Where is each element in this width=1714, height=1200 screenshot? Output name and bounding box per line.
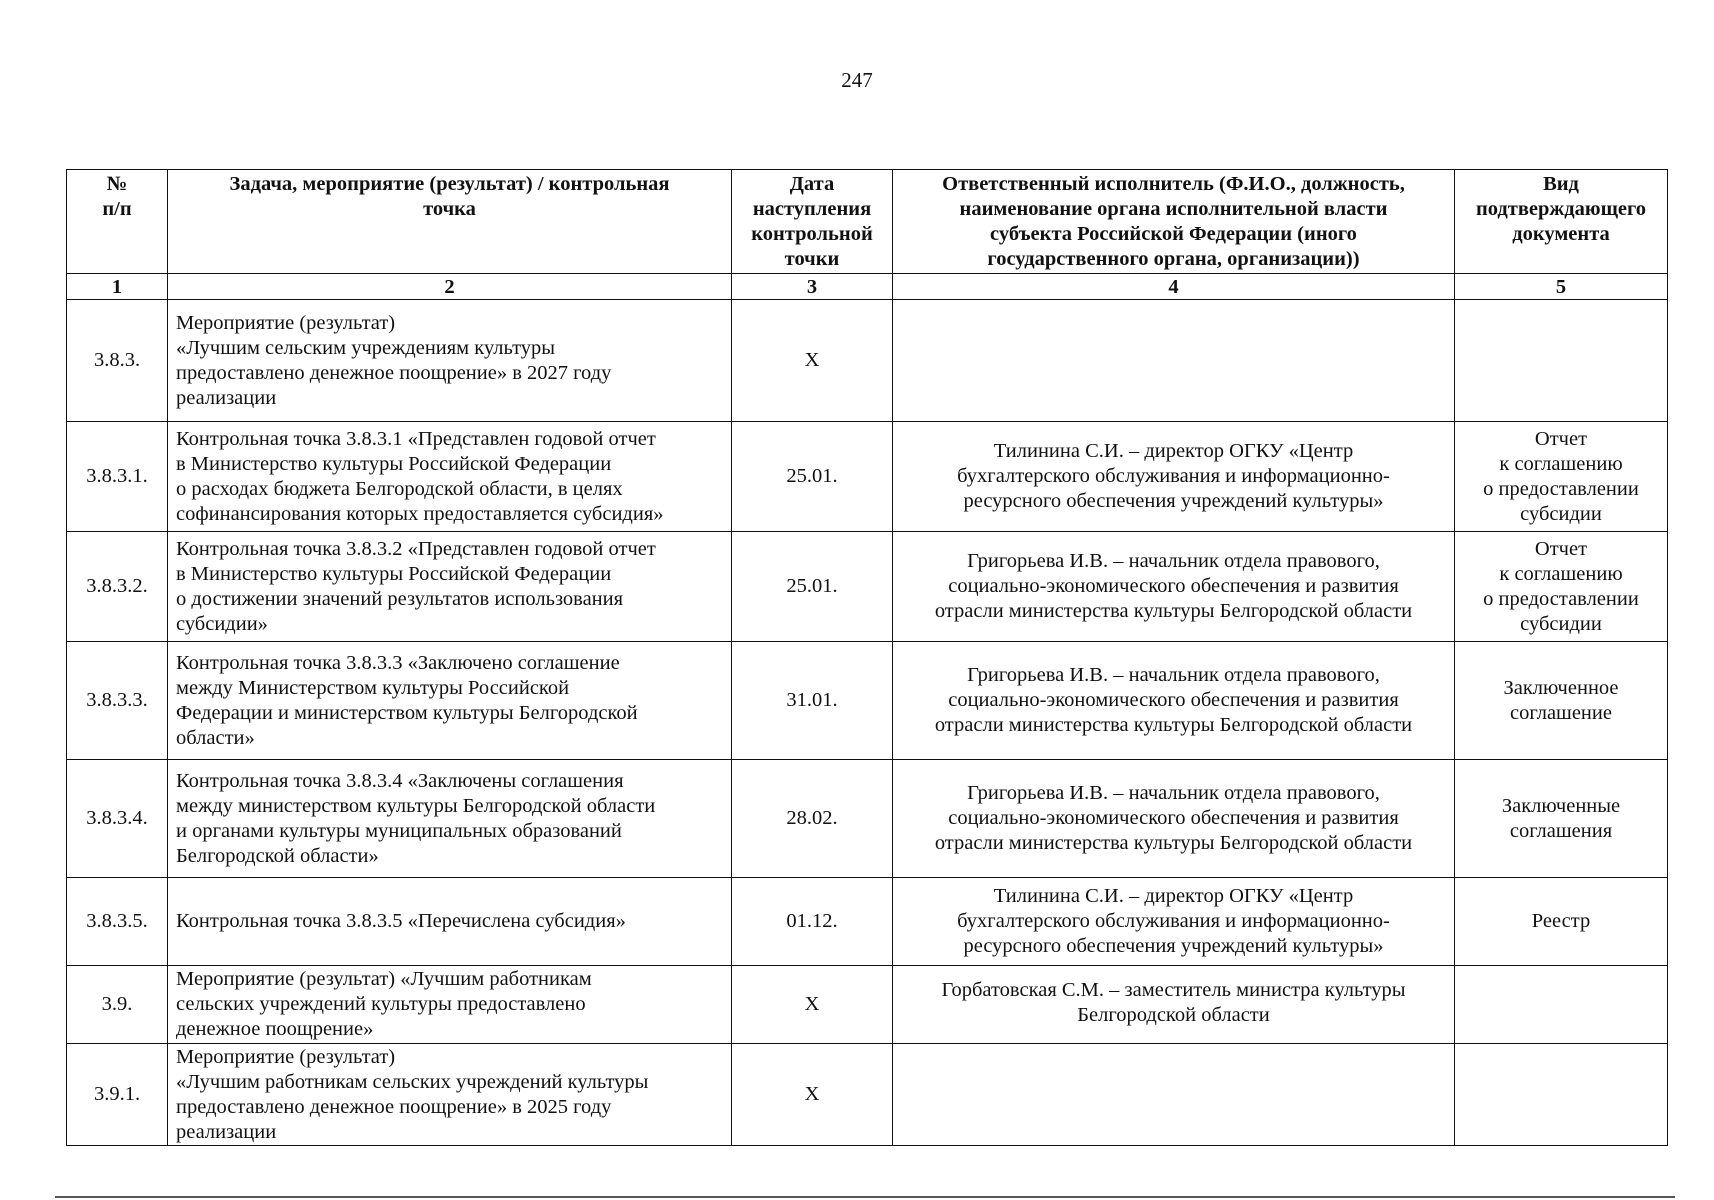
row-number: 3.8.3. (67, 300, 168, 422)
row-date: 01.12. (732, 878, 893, 966)
header-date: Дата наступления контрольной точки (732, 170, 893, 274)
table-row (67, 966, 1668, 1044)
column-number: 5 (1455, 274, 1668, 300)
row-task: Контрольная точка 3.8.3.3 «Заключено соглашение между Министерством культуры Российской Федерации и министерством культуры Белгородской области» (168, 642, 732, 760)
table-row (67, 878, 1668, 966)
row-responsible: Григорьева И.В. – начальник отдела правового, социально-экономического обеспечения и развития отрасли министерства культуры Белгородской области (893, 642, 1455, 760)
column-number: 3 (732, 274, 893, 300)
row-number: 3.8.3.2. (67, 532, 168, 642)
row-task: Мероприятие (результат) «Лучшим работникам сельских учреждений культуры предоставлено денежное поощрение» (168, 966, 732, 1044)
row-number: 3.8.3.5. (67, 878, 168, 966)
row-responsible: Григорьева И.В. – начальник отдела правового, социально-экономического обеспечения и развития отрасли министерства культуры Белгородской области (893, 532, 1455, 642)
table-row (67, 300, 1668, 422)
column-number-row (67, 274, 1668, 300)
row-responsible (893, 300, 1455, 422)
row-document (1455, 966, 1668, 1044)
table-row (67, 760, 1668, 878)
row-document: Реестр (1455, 878, 1668, 966)
row-date: X (732, 300, 893, 422)
row-date: 25.01. (732, 422, 893, 532)
row-task: Контрольная точка 3.8.3.5 «Перечислена субсидия» (168, 878, 732, 966)
row-date: 31.01. (732, 642, 893, 760)
column-number: 4 (893, 274, 1455, 300)
row-document: Отчет к соглашению о предоставлении субсидии (1455, 532, 1668, 642)
row-number: 3.8.3.1. (67, 422, 168, 532)
row-document: Отчет к соглашению о предоставлении субсидии (1455, 422, 1668, 532)
header-responsible: Ответственный исполнитель (Ф.И.О., должность, наименование органа исполнительной власти субъекта Российской Федерации (иного государственного органа, организации)) (893, 170, 1455, 274)
row-responsible: Тилинина С.И. – директор ОГКУ «Центр бухгалтерского обслуживания и информационно- ресурсного обеспечения учреждений культуры» (893, 878, 1455, 966)
row-document: Заключенные соглашения (1455, 760, 1668, 878)
row-document: Заключенное соглашение (1455, 642, 1668, 760)
table-row (67, 422, 1668, 532)
row-number: 3.9. (67, 966, 168, 1044)
header-document: Вид подтверждающего документа (1455, 170, 1668, 274)
row-date: X (732, 1044, 893, 1146)
row-task: Мероприятие (результат) «Лучшим сельским учреждениям культуры предоставлено денежное поощрение» в 2027 году реализации (168, 300, 732, 422)
column-number: 2 (168, 274, 732, 300)
table-row (67, 1044, 1668, 1146)
row-responsible: Тилинина С.И. – директор ОГКУ «Центр бухгалтерского обслуживания и информационно- ресурсного обеспечения учреждений культуры» (893, 422, 1455, 532)
header-row (67, 170, 1668, 274)
row-date: 28.02. (732, 760, 893, 878)
header-task: Задача, мероприятие (результат) / контрольная точка (168, 170, 732, 274)
table-row (67, 532, 1668, 642)
row-task: Мероприятие (результат) «Лучшим работникам сельских учреждений культуры предоставлено денежное поощрение» в 2025 году реализации (168, 1044, 732, 1146)
table-row (67, 642, 1668, 760)
row-number: 3.8.3.3. (67, 642, 168, 760)
row-task: Контрольная точка 3.8.3.4 «Заключены соглашения между министерством культуры Белгородской области и органами культуры муниципальных образований Белгородской области» (168, 760, 732, 878)
row-responsible: Григорьева И.В. – начальник отдела правового, социально-экономического обеспечения и развития отрасли министерства культуры Белгородской области (893, 760, 1455, 878)
row-responsible: Горбатовская С.М. – заместитель министра культуры Белгородской области (893, 966, 1455, 1044)
column-number: 1 (67, 274, 168, 300)
row-date: X (732, 966, 893, 1044)
row-document (1455, 1044, 1668, 1146)
row-document (1455, 300, 1668, 422)
row-number: 3.8.3.4. (67, 760, 168, 878)
row-task: Контрольная точка 3.8.3.1 «Представлен годовой отчет в Министерство культуры Российской Федерации о расходах бюджета Белгородской области, в целях софинансирования которых предоставляется субсидия» (168, 422, 732, 532)
row-task: Контрольная точка 3.8.3.2 «Представлен годовой отчет в Министерство культуры Российской Федерации о достижении значений результатов использования субсидии» (168, 532, 732, 642)
page-number: 247 (841, 68, 873, 92)
row-responsible (893, 1044, 1455, 1146)
row-number: 3.9.1. (67, 1044, 168, 1146)
bottom-rule (55, 1196, 1675, 1198)
control-points-table (66, 169, 1668, 1146)
row-date: 25.01. (732, 532, 893, 642)
header-number: № п/п (67, 170, 168, 274)
